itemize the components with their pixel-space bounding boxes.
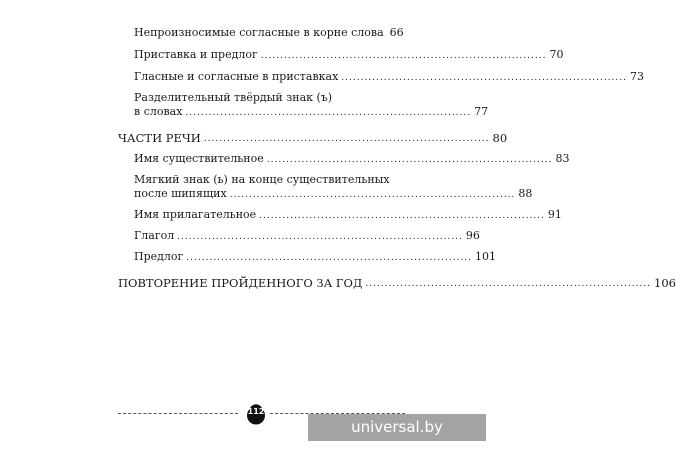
toc-entry-page: 96 — [465, 229, 480, 242]
dot-leader: .......................................................................... — [186, 253, 472, 263]
toc-entry-label: Имя прилагательное — [134, 208, 257, 221]
toc-entry — [118, 70, 644, 84]
toc-entry-line2 — [134, 105, 489, 119]
dot-leader: .......................................................................... — [229, 190, 516, 200]
toc-entry-label: Гласные и согласные в приставках — [134, 70, 339, 83]
toc-entry-label: Предлог — [134, 250, 184, 263]
dot-leader: .......................................................................... — [365, 279, 652, 289]
dot-leader: .......................................................................... — [259, 211, 545, 221]
table-of-contents — [118, 22, 676, 290]
toc-section — [118, 276, 676, 290]
toc-entry — [118, 229, 480, 243]
toc-entry-label: Непроизносимые согласные в корне слова — [134, 26, 384, 39]
toc-entry-line2 — [134, 187, 533, 201]
toc-entry-page: 101 — [475, 250, 496, 263]
toc-entry-page: 91 — [547, 208, 562, 221]
footer-dashed-rule-left — [118, 413, 238, 414]
toc-entry-label: Глагол — [134, 229, 175, 242]
toc-section — [118, 131, 508, 145]
toc-entry — [118, 208, 562, 222]
dot-leader: .......................................................................... — [185, 108, 472, 118]
toc-entry-label-line2: в словах — [134, 105, 183, 118]
toc-entry — [118, 152, 570, 166]
toc-entry-label: Приставка и предлог — [134, 48, 258, 61]
dot-leader: .......................................................................... — [266, 155, 553, 165]
toc-section-label: ЧАСТИ РЕЧИ — [118, 131, 201, 145]
toc-entry-label-line2: после шипящих — [134, 187, 227, 200]
dot-leader: .......................................................................... — [177, 232, 463, 242]
toc-section-page: 106 — [654, 276, 676, 290]
dot-leader: .......................................................................... — [203, 134, 490, 144]
toc-section-page: 80 — [492, 131, 508, 145]
toc-entry-page: 77 — [474, 105, 489, 118]
toc-entry-label-line1: Мягкий знак (ь) на конце существительных — [134, 173, 390, 186]
toc-entry-page: 83 — [555, 152, 570, 165]
toc-entry — [118, 91, 489, 119]
toc-entry — [118, 26, 404, 40]
toc-entry-page: 70 — [549, 48, 564, 61]
dot-leader: .......................................................................... — [260, 51, 547, 61]
watermark-text: universal.by — [308, 414, 486, 441]
toc-entry-page: 88 — [518, 187, 533, 200]
toc-entry-label: Имя существительное — [134, 152, 264, 165]
toc-entry-label-line1: Разделительный твёрдый знак (ъ) — [134, 91, 333, 104]
toc-entry — [118, 48, 564, 62]
toc-section-label: ПОВТОРЕНИЕ ПРОЙДЕННОГО ЗА ГОД — [118, 276, 363, 290]
page-number: 112 — [247, 407, 265, 416]
dot-leader: .......................................................................... — [341, 73, 627, 83]
toc-entry — [118, 173, 533, 201]
toc-entry-page: 73 — [630, 70, 644, 83]
toc-entry — [118, 250, 496, 264]
toc-entry-page: 66 — [389, 26, 404, 39]
